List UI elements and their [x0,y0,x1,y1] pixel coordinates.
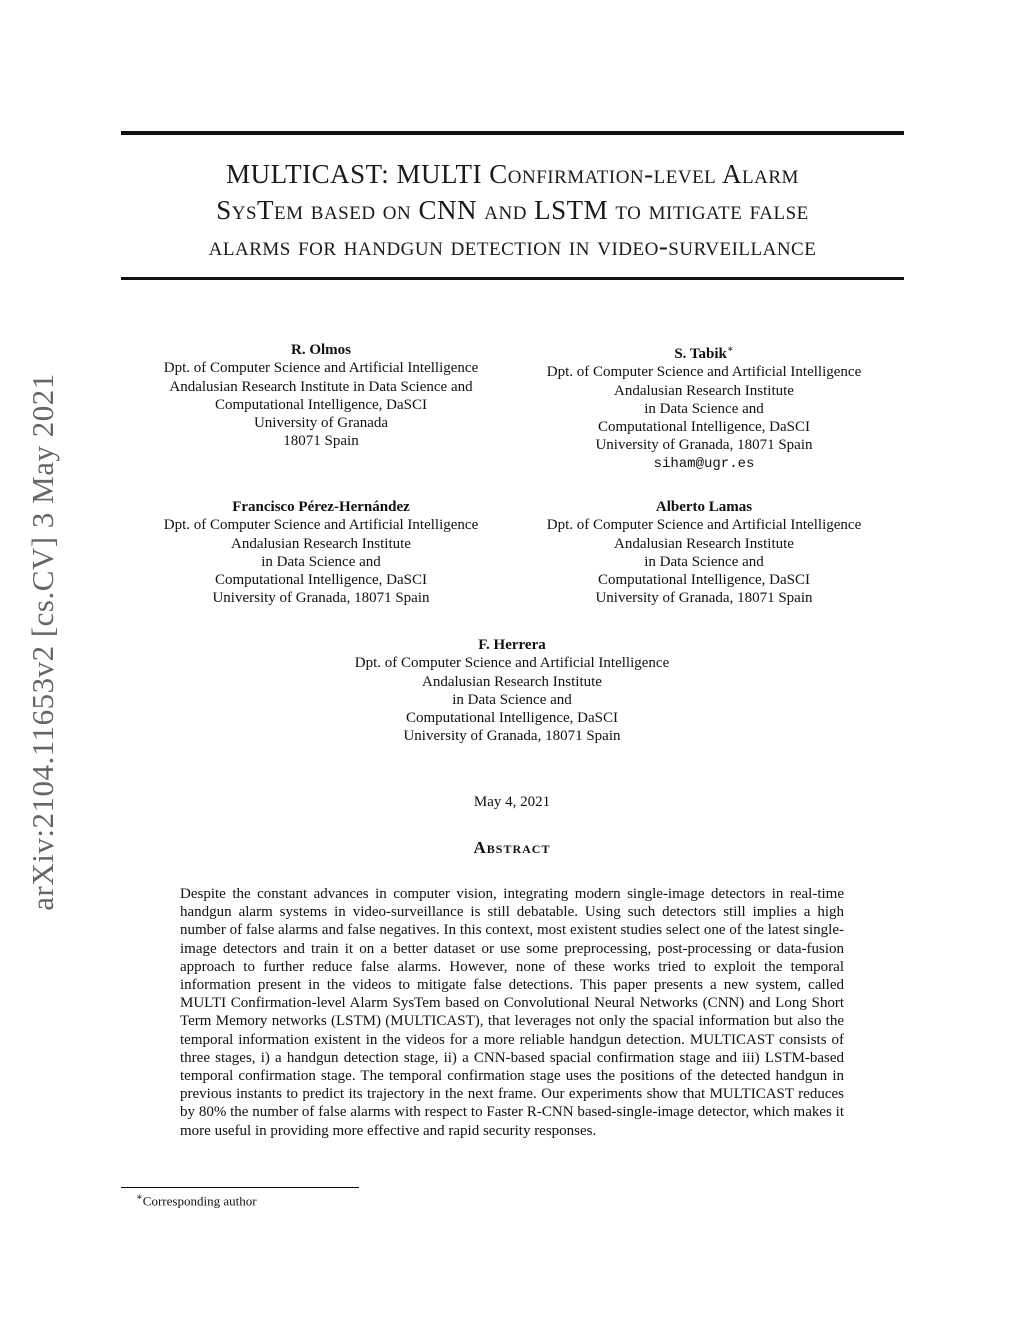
affiliation-line: Dpt. of Computer Science and Artificial Intelligence [546,364,862,381]
affiliation-line: Computational Intelligence, DaSCI [214,572,428,589]
affiliation-line: University of Granada [253,415,389,432]
affiliation-line: in Data Science and [452,691,572,708]
title-bottom-rule [121,277,904,280]
author-name: F. Herrera [478,637,546,653]
affiliation-line: Computational Intelligence, DaSCI [597,419,811,436]
affiliation-line: Computational Intelligence, DaSCI [214,396,428,413]
footnote-text: Corresponding author [142,1193,257,1209]
title-line-3: alarms for handgun detection in video-surveillance [208,231,817,261]
affiliation-line: in Data Science and [644,400,764,417]
affiliation-line: Andalusian Research Institute [614,535,794,552]
arxiv-stamp: arXiv:2104.11653v2 [cs.CV] 3 May 2021 [25,373,60,911]
paper-date: May 4, 2021 [473,794,551,810]
title-line-2: SysTem based on CNN and LSTM to mitigate false [216,195,809,225]
footnote-marker: ∗ [136,1192,143,1203]
author-name: R. Olmos [291,342,351,358]
affiliation-line: University of Granada, 18071 Spain [595,590,813,607]
affiliation-line: Computational Intelligence, DaSCI [597,572,811,589]
affiliation-line: Computational Intelligence, DaSCI [405,710,619,727]
author-block-herrera [312,636,712,746]
author-block-lamas [504,498,904,608]
abstract-heading: Abstract [473,838,551,857]
footnote-marker: ∗ [726,344,734,355]
affiliation-line: in Data Science and [261,553,381,570]
affiliation-line: Andalusian Research Institute in Data Science and [169,378,473,395]
author-name: S. Tabik∗ [674,344,734,362]
affiliation-line: Andalusian Research Institute [231,535,411,552]
author-name: Francisco Pérez-Hernández [232,499,410,515]
title-top-rule [121,131,904,135]
abstract-body: Despite the constant advances in computer vision, integrating modern single-image detectors in real-time handgun alarm systems in video-surveillance is still debatable. Using such detectors still implies a high number of false alarms and false negatives. In this context, most existent studies select one of the latest single-image detectors and train it on a better dataset or use some preprocessing, post-processing or data-fusion approach to further reduce false alarms. However, none of these works tried to exploit the temporal information present in the videos to mitigate false detections. This paper presents a new system, called MULTI Confirmation-level Alarm SysTem based on Convolutional Neural Networks (CNN) and Long Short Term Memory networks (LSTM) (MULTICAST), that leverages not only the spacial information but also the temporal information existent in the videos for a more reliable handgun detection. MULTICAST consists of three stages, i) a handgun detection stage, ii) a CNN-based spacial confirmation stage and iii) LSTM-based temporal confirmation stage. The temporal confirmation stage uses the positions of the detected handgun in previous instants to predict its trajectory in the next frame. Our experiments show that MULTICAST reduces by 80% the number of false alarms with respect to Faster R-CNN based-single-image detector, which makes it more useful in providing more effective and rapid security responses. [180,886,844,1139]
author-email[interactable]: siham@ugr.es [653,455,755,472]
affiliation-line: Dpt. of Computer Science and Artificial Intelligence [163,360,479,377]
author-block-perez-hernandez [121,498,521,608]
affiliation-line: in Data Science and [644,553,764,570]
affiliation-line: University of Granada, 18071 Spain [212,590,430,607]
affiliation-line: Dpt. of Computer Science and Artificial Intelligence [546,517,862,534]
footnote-rule [121,1187,359,1188]
affiliation-line: Andalusian Research Institute [614,382,794,399]
affiliation-line: Andalusian Research Institute [422,673,602,690]
title-line-1: MULTICAST: MULTI Confirmation-level Alarm [226,159,799,189]
affiliation-line: University of Granada, 18071 Spain [595,437,813,454]
author-block-tabik [504,341,904,473]
affiliation-line: Dpt. of Computer Science and Artificial Intelligence [163,517,479,534]
affiliation-line: 18071 Spain [283,433,359,450]
paper-title [121,156,904,264]
affiliation-line: University of Granada, 18071 Spain [403,728,621,745]
footnote [136,1192,257,1209]
affiliation-line: Dpt. of Computer Science and Artificial Intelligence [354,655,670,672]
author-name: Alberto Lamas [655,499,753,515]
author-block-olmos [121,341,521,451]
